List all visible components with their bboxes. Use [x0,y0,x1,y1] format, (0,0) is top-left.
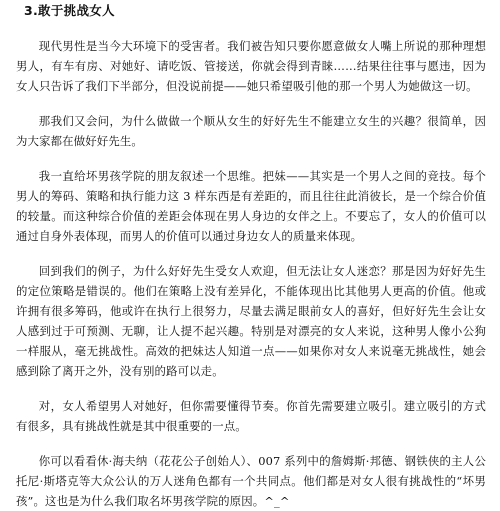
paragraph-1: 现代男性是当今大环境下的受害者。我们被告知只要你愿意做女人嘴上所说的那种理想男人，有车有房、对她好、请吃饭、管接送，你就会得到青睐……结果往往事与愿违，因为女人只告诉了我们下半部分，但没说前提——她只希望吸引他的那一个男人为她做这一切。 [16,39,486,93]
paragraph-2: 那我们又会问，为什么做做一个顺从女生的好好先生不能建立女生的兴趣？很简单，因为大家都在做好好先生。 [16,114,486,148]
section-heading: 3.敢于挑战女人 [24,3,115,18]
paragraph-3: 我一直给坏男孩学院的朋友叙述一个思维。把妹——其实是一个男人之间的竞技。每个男人的筹码、策略和执行能力这 3 样东西是有差距的，而且往往此消彼长，是一个综合价值的较量。而这种综合价值的差距会体现在男人身边的女伴之上。不要忘了，女人的价值可以通过自身外表体现，而男人的价值可以通过身边女人的质量来体现。 [16,169,486,243]
paragraph-5: 对，女人希望男人对她好，但你需要懂得节奏。你首先需要建立吸引。建立吸引的方式有很多，具有挑战性就是其中很重要的一点。 [16,399,486,433]
paragraph-6: 你可以看看休·海夫纳（花花公子创始人）、007 系列中的詹姆斯·邦德、钢铁侠的主人公托尼·斯塔克等大众公认的万人迷角色都有一个共同点。他们都是对女人很有挑战性的“坏男孩”。这也是为什么我们取名坏男孩学院的原因。^_^ [16,454,486,508]
paragraph-4: 回到我们的例子，为什么好好先生受女人欢迎，但无法让女人迷恋？那是因为好好先生的定位策略是错误的。他们在策略上没有差异化，不能体现出比其他男人更高的价值。他或许拥有很多筹码，他或许在执行上很努力，尽量去满足眼前女人的喜好，但好好先生会让女人感到过于可预测、无聊，让人提不起兴趣。特别是对漂亮的女人来说，这种男人像小公狗一样服从，毫无挑战性。高效的把妹达人知道一点——如果你对女人来说毫无挑战性，她会感到除了离开之外，没有别的路可以走。 [16,264,486,378]
